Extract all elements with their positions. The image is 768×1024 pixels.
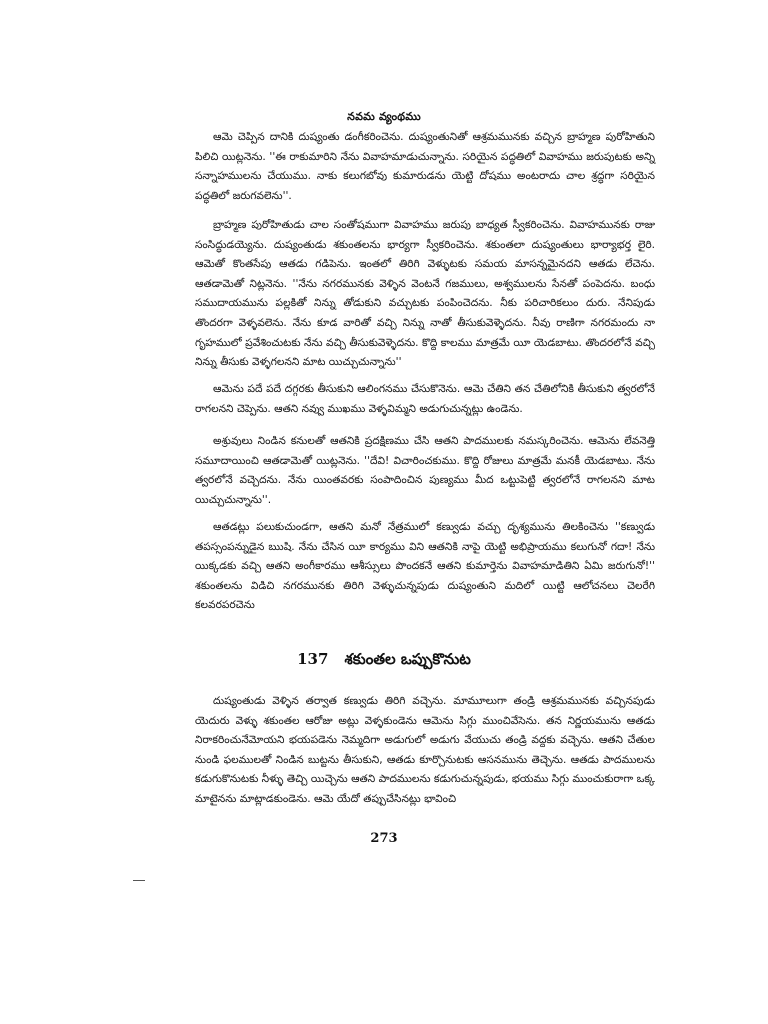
scan-artifact-mark	[133, 880, 145, 881]
paragraph-text: ఆమెను పదే పదే దగ్గరకు తీసుకుని ఆలింగనము చేసుకొనెను. ఆమె చేతిని తన చేతిలోనికి తీసుకుని త్వరలోనే రాగలనని చెప్పెను. ఆతని నవ్వు ముఖము వెళ్ళవిమ్మని అడుగుచున్నట్లు ఉండెను.	[195, 383, 655, 415]
paragraph-1	[195, 128, 655, 206]
paragraph-text: ఆమె చెప్పిన దానికి దుష్యంతు డంగీకరించెను. దుష్యంతునితో ఆశ్రమమునకు వచ్చిన బ్రాహ్మణ పురోహితుని పిలిచి యిట్లనెను. ''ఈ రాకుమారిని నేను వివాహమాడుచున్నాను. సరియైన పద్ధతిలో వివాహము జరుపుటకు అన్ని సన్నాహములను చేయుము. నాకు కలుగబోవు కుమారుడను యెట్టి దోషము అంటరాదు చాల శ్రద్ధగా సరియైన పద్ధతిలో జరుగవలెను''.	[195, 131, 655, 202]
section-heading	[0, 650, 768, 672]
paragraph-2	[195, 216, 655, 373]
paragraph-text: అశ్రువులు నిండిన కనులతో ఆతనికి ప్రదక్షిణము చేసి ఆతని పాదములకు నమస్కరించెను. ఆమెను లేవనెత్తి సమూదాయించి ఆతడామెతో యిట్లనెను. ''దేవి! విచారించకుము. కొద్ది రోజులు మాత్రమే మనకీ యెడబాటు. నేను త్వరలోనే వచ్చెదను. నేను యింతవరకు సంపాదించిన పుణ్యము మీద ఒట్టుపెట్టి త్వరలోనే రాగలనని మాట యిచ్చుచున్నాను''.	[195, 435, 655, 506]
paragraph-text: ఆతడట్లు పలుకుచుండగా, ఆతని మనో నేత్రములో కణ్వుడు వచ్చు దృశ్యమును తిలకించెను ''కణ్వుడు తపస్సంపన్నుడైన ఋషి. నేను చేసిన యీ కార్యము విని ఆతనికి నాపై యెట్టి అభిప్రాయము కలుగునో గదా! నేను యిక్కడకు వచ్చి ఆతని అంగీకారము ఆశీస్సులు పొందకనే ఆతని కుమార్తెను వివాహమాడితిని ఏమి జరుగునో!'' శకుంతలను విడిచి నగరమునకు తిరిగి వెళ్ళుచున్నపుడు దుష్యంతుని మదిలో యిట్టి ఆలోచనలు చెలరేగి కలవరపరచెను	[195, 521, 655, 612]
paragraph-text: దుష్యంతుడు వెళ్ళిన తర్వాత కణ్వుడు తిరిగి వచ్చెను. మామూలుగా తండ్రి ఆశ్రమమునకు వచ్చినపుడు యెదురు వెళ్ళు శకుంతల ఆరోజు అట్లు వెళ్ళకుండెను ఆమెను సిగ్గు ముంచివేసెను. తన నిర్ణయమును ఆతడు నిరాకరించునేమోయని భయపడెను నెమ్మదిగా అడుగులో అడుగు వేయుచు తండ్రి వద్దకు వచ్చెను. ఆతని చేతుల నుండి ఫలములతో నిండిన బుట్టను తీసుకుని, ఆతడు కూర్చొనుటకు ఆసనమును తెచ్చెను. ఆతడు పాదములను కడుగుకొనుటకు నీళ్ళు తెచ్చి యిచ్చెను ఆతని పాదములను కడుగుచున్నపుడు, భయము సిగ్గు ముంచుకురాగా ఒక్క మాటైనను మాట్లాడకుండెను. ఆమె యేదో తప్పుచేసినట్లు భావించి	[195, 695, 655, 805]
section-title: శకుంతల ఒప్పుకొనుట	[344, 650, 471, 668]
paragraph-4	[195, 432, 655, 510]
paragraph-3	[195, 380, 655, 419]
page-number: 273	[370, 831, 398, 846]
section-number: 137	[297, 650, 329, 668]
paragraph-5	[195, 518, 655, 616]
section-paragraph	[195, 692, 655, 810]
running-head: నవమ వ్యంథము	[347, 110, 421, 123]
paragraph-text: బ్రాహ్మణ పురోహితుడు చాల సంతోషముగా వివాహము జరుపు బాధ్యత స్వీకరించెను. వివాహమునకు రాజు సంసిద్ధుడయ్యెను. దుష్యంతుడు శకుంతలను భార్యగా స్వీకరించెను. శకుంతలా దుష్యంతులు భార్యాభర్త లైరి. ఆమెతో కొంతసేపు ఆతడు గడిపెను. ఇంతలో తిరిగి వెళ్ళుటకు సమయ మాసన్నమైనదని ఆతడు లేచెను. ఆతడామెతో నిట్లనెను. ''నేను నగరమునకు వెళ్ళిన వెంటనే గజములు, అశ్వములను సేనతో పంపెదను. బంధు సముదాయమును పల్లకితో నిన్ను తోడుకుని వచ్చుటకు పంపించెదను. నీకు పరిచారికలుం దురు. నేనిపుడు తొందరగా వెళ్ళవలెను. నేను కూడ వారితో వచ్చి నిన్ను నాతో తీసుకువెళ్ళెదను. నీవు రాణిగా నగరమందు నా గృహములో ప్రవేశించుటకు నేను వచ్చి తీసుకువెళ్ళెదను. కొద్ది కాలము మాత్రమే యీ యెడబాటు. తొందరలోనే వచ్చి నిన్ను తీసుకు వెళ్ళగలనని మాట యిచ్చుచున్నాను''	[195, 219, 655, 369]
